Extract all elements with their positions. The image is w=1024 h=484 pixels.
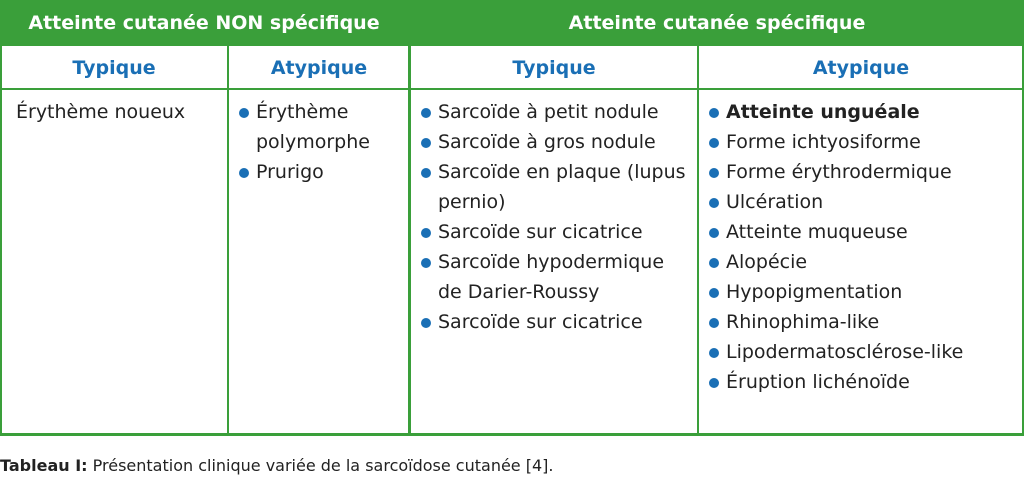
list-item-text: Ulcération	[726, 191, 824, 213]
group-header-specific: Atteinte cutanée spécifique	[410, 0, 1024, 46]
list-item	[236, 97, 402, 157]
list-item	[706, 337, 1016, 367]
list-item	[706, 187, 1016, 217]
table-caption	[0, 456, 553, 475]
bullet-icon	[709, 198, 719, 208]
list-item	[418, 217, 690, 247]
bullet-icon	[421, 108, 431, 118]
bullet-icon	[239, 108, 249, 118]
list-item-text: Sarcoïde à gros nodule	[438, 131, 656, 153]
list-item	[418, 157, 690, 217]
list-item-text: Éruption lichénoïde	[726, 371, 910, 393]
list-item-text: Forme ichtyosiforme	[726, 131, 921, 153]
bullet-icon	[421, 168, 431, 178]
subheader-non-specific-typical: Typique	[72, 57, 156, 79]
bullet-icon	[421, 138, 431, 148]
list-item-text: Atteinte muqueuse	[726, 221, 908, 243]
list-item	[706, 307, 1016, 337]
cell-specific-atypical	[698, 97, 1024, 427]
list-item-text: Forme érythrodermique	[726, 161, 952, 183]
subheader-non-specific-atypical: Atypique	[270, 57, 368, 79]
list-item	[418, 247, 690, 307]
list-item-text: Hypopigmentation	[726, 281, 903, 303]
bullet-icon	[709, 318, 719, 328]
list-item-text: Lipodermatosclérose-like	[726, 341, 964, 363]
list-non-specific-atypical	[236, 97, 402, 187]
divider-group	[408, 0, 411, 436]
bullet-icon	[709, 108, 719, 118]
bullet-icon	[421, 228, 431, 238]
caption-label: Tableau I:	[0, 456, 88, 475]
bullet-icon	[421, 258, 431, 268]
bullet-icon	[709, 288, 719, 298]
cell-non-specific-atypical	[228, 97, 410, 427]
bullet-icon	[709, 228, 719, 238]
list-item	[706, 217, 1016, 247]
list-item-text: Sarcoïde à petit nodule	[438, 101, 659, 123]
list-item	[418, 127, 690, 157]
divider-header-bottom	[0, 88, 1024, 90]
subheader-specific-typical: Typique	[512, 57, 596, 79]
bullet-icon	[709, 168, 719, 178]
cell-specific-typical	[410, 97, 698, 427]
bullet-icon	[709, 348, 719, 358]
caption-text: Présentation clinique variée de la sarcoïdose cutanée [4].	[87, 456, 554, 475]
bullet-icon	[709, 138, 719, 148]
list-item	[418, 307, 690, 337]
list-item	[236, 157, 402, 187]
list-item-text: Érythème polymorphe	[256, 101, 370, 153]
list-specific-atypical	[706, 97, 1016, 397]
list-item	[706, 127, 1016, 157]
list-item	[706, 277, 1016, 307]
list-specific-typical	[418, 97, 690, 337]
bullet-icon	[709, 258, 719, 268]
group-header-non-specific: Atteinte cutanée NON spécifique	[0, 0, 408, 46]
list-item-text: Sarcoïde sur cicatrice	[438, 221, 643, 243]
subheader-specific-atypical: Atypique	[812, 57, 910, 79]
list-item	[706, 157, 1016, 187]
list-item-text: Sarcoïde hypodermique de Darier-Roussy	[438, 251, 665, 303]
bullet-icon	[709, 378, 719, 388]
cell-non-specific-typical	[8, 97, 228, 427]
divider-table-bottom	[0, 433, 1024, 436]
bullet-icon	[239, 168, 249, 178]
divider-left-edge	[0, 46, 2, 436]
divider-col-3-4	[697, 46, 699, 436]
list-item-text: Prurigo	[256, 161, 324, 183]
list-item-text: Alopécie	[726, 251, 808, 273]
list-item-text: Rhinophima-like	[726, 311, 880, 333]
list-item-text: Sarcoïde en plaque (lupus pernio)	[438, 161, 686, 213]
cell-text: Érythème noueux	[16, 101, 186, 123]
list-item	[418, 97, 690, 127]
list-item	[706, 367, 1016, 397]
bullet-icon	[421, 318, 431, 328]
divider-col-1-2	[227, 46, 229, 436]
list-item	[706, 97, 1016, 127]
list-item-text: Sarcoïde sur cicatrice	[438, 311, 643, 333]
list-item-text: Atteinte unguéale	[726, 101, 920, 123]
list-item	[706, 247, 1016, 277]
